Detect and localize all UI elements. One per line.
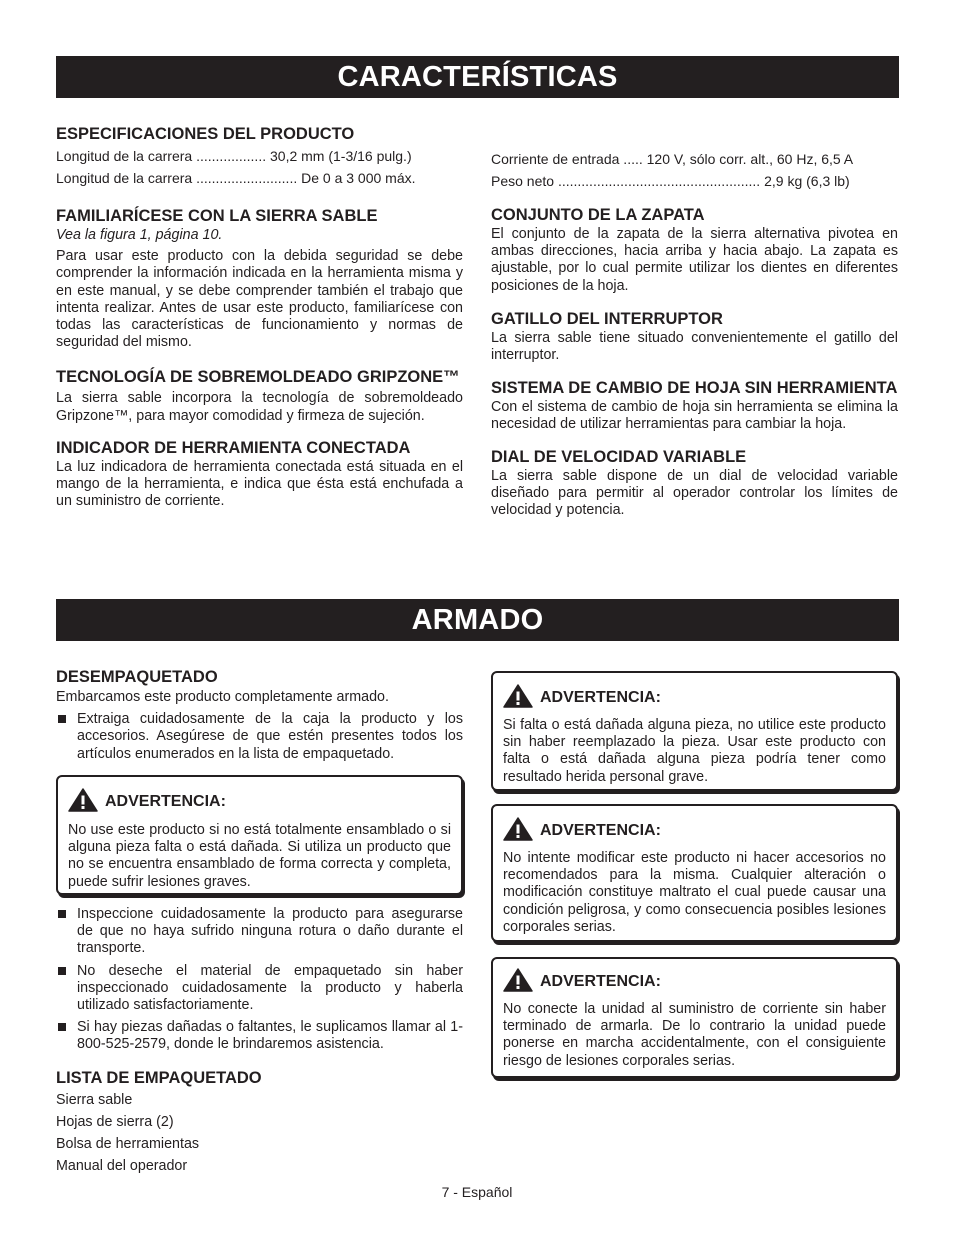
shoe-heading: CONJUNTO DE LA ZAPATA [491, 206, 705, 224]
trigger-body: La sierra sable tiene situado convenientemente el gatillo del interruptor. [491, 329, 898, 364]
warning-triangle-icon [68, 788, 98, 812]
spec-line: Corriente de entrada ..... 120 V, sólo corr. alt., 60 Hz, 6,5 A [491, 151, 854, 167]
specs-heading: ESPECIFICACIONES DEL PRODUCTO [56, 125, 355, 143]
armado-left-column [56, 666, 463, 763]
warning-body: No conecte la unidad al suministro de corriente sin haber terminado de armarla. De lo contrario la unidad puede ponerse en marcha accidentalmente, con el consiguiente riesgo de lesiones corporales serias. [503, 1001, 886, 1069]
warning-box [491, 804, 898, 942]
bullet-text: Si hay piezas dañadas o faltantes, le suplicamos llamar al 1-800-525-2579, donde le brindaremos asistencia. [77, 1019, 463, 1053]
gripzone-heading: TECNOLOGÍA DE SOBREMOLDEADO GRIPZONE™ [56, 368, 460, 387]
figure-reference: Vea la figura 1, página 10. [56, 227, 223, 243]
packing-list-item: Sierra sable [56, 1091, 133, 1108]
spec-line: Longitud de la carrera .......................... De 0 a 3 000 máx. [56, 170, 416, 186]
blade-change-heading: SISTEMA DE CAMBIO DE HOJA SIN HERRAMIENTA [491, 379, 898, 398]
speed-dial-heading: DIAL DE VELOCIDAD VARIABLE [491, 447, 747, 466]
indicator-body: La luz indicadora de herramienta conectada está situada en el mango de la herramienta, e indica que ésta está enchufada a un suministro de corriente. [56, 458, 463, 510]
warning-title: ADVERTENCIA: [540, 689, 661, 706]
speed-dial-body: La sierra sable dispone de un dial de velocidad variable diseñado para permitir al operador controlar los límites de velocidad y potencia. [491, 467, 898, 519]
section-banner-caracteristicas: CARACTERÍSTICAS [56, 56, 899, 98]
warning-body: No use este producto si no está totalmente ensamblado o si alguna pieza falta o está dañada. Si utiliza un producto que no se encuentra ensamblado de forma correcta y completa, puede sufrir lesiones graves. [68, 822, 451, 890]
warning-body: No intente modificar este producto ni hacer accesorios no recomendados para la misma. Cualquier alteración o modificación constituye maltrato el cual puede causar una condición peligrosa, y como consecuencia posibles lesiones corporales serias. [503, 850, 886, 935]
caracteristicas-right-column [491, 148, 898, 519]
section-banner-armado: ARMADO [56, 599, 899, 641]
packing-list-item: Hojas de sierra (2) [56, 1113, 174, 1130]
bullet-text: Extraiga cuidadosamente de la caja la producto y los accesorios. Asegúrese de que estén presentes todos los artículos enumerados en la lista de empaquetado. [77, 711, 463, 762]
shoe-body: El conjunto de la zapata de la sierra alternativa pivotea en ambas direcciones, hacia arriba y hacia abajo. La zapata es ajustable, por lo cual permite utilizar los dientes en diferentes posiciones de la hoja. [491, 226, 898, 294]
bullet-text: Inspeccione cuidadosamente la producto para asegurarse de que no haya sufrido ninguna rotura o daño durante el transporte. [77, 906, 463, 957]
bullet-square-icon [58, 715, 66, 723]
indicator-heading: INDICADOR DE HERRAMIENTA CONECTADA [56, 438, 411, 457]
bullet-square-icon [58, 1023, 66, 1031]
packing-list-item: Manual del operador [56, 1157, 188, 1174]
warning-body: Si falta o está dañada alguna pieza, no utilice este producto sin haber reemplazado la pieza. Usar este producto con falta o está dañada alguna pieza podría tener como resultado herida personal grave. [503, 717, 886, 785]
bullet-square-icon [58, 910, 66, 918]
warning-triangle-icon [503, 684, 533, 708]
warning-box [491, 957, 898, 1078]
trigger-heading: GATILLO DEL INTERRUPTOR [491, 309, 723, 328]
bullet-square-icon [58, 967, 66, 975]
warning-header [503, 817, 886, 843]
warning-header [68, 788, 451, 814]
warning-title: ADVERTENCIA: [105, 793, 226, 810]
packing-list-item: Bolsa de herramientas [56, 1135, 200, 1152]
familiarize-heading: FAMILIARÍCESE CON LA SIERRA SABLE [56, 207, 378, 225]
bullet-item [56, 1019, 463, 1053]
page-number: 7 - Español [441, 1184, 513, 1200]
unpacking-intro: Embarcamos este producto completamente armado. [56, 689, 389, 705]
familiarize-body: Para usar este producto con la debida seguridad se debe comprender la información indicada en la herramienta misma y en este manual, y se debe comprender también el trabajo que intenta realizar. Antes de usar este producto, familiarícese con todas las características de funcionamiento y normas de seguridad del mismo. [56, 248, 463, 351]
blade-change-body: Con el sistema de cambio de hoja sin herramienta se elimina la necesidad de utilizar herramientas para cambiar la hoja. [491, 399, 898, 433]
warning-header [503, 684, 886, 710]
warning-header [503, 968, 886, 994]
bullet-item [56, 711, 463, 763]
warning-box [56, 775, 463, 895]
warning-triangle-icon [503, 968, 533, 992]
warning-triangle-icon [503, 817, 533, 841]
gripzone-body: La sierra sable incorpora la tecnología de sobremoldeado Gripzone™, para mayor comodidad y firmeza de sujeción. [56, 390, 463, 424]
packing-list-heading: LISTA DE EMPAQUETADO [56, 1068, 262, 1087]
warning-title: ADVERTENCIA: [540, 973, 661, 990]
armado-left-lower [56, 906, 463, 1177]
bullet-text: No deseche el material de empaquetado sin haber inspeccionado cuidadosamente la producto y haberla utilizado satisfactoriamente. [77, 962, 463, 1014]
bullet-item [56, 906, 463, 958]
spec-line: Longitud de la carrera .................. 30,2 mm (1-3/16 pulg.) [56, 148, 412, 164]
warning-box [491, 671, 898, 791]
bullet-item [56, 963, 463, 1015]
spec-line: Peso neto .................................................... 2,9 kg (6,3 lb) [491, 173, 850, 189]
warning-title: ADVERTENCIA: [540, 822, 661, 839]
unpacking-heading: DESEMPAQUETADO [56, 668, 218, 686]
caracteristicas-left-column [56, 123, 463, 510]
